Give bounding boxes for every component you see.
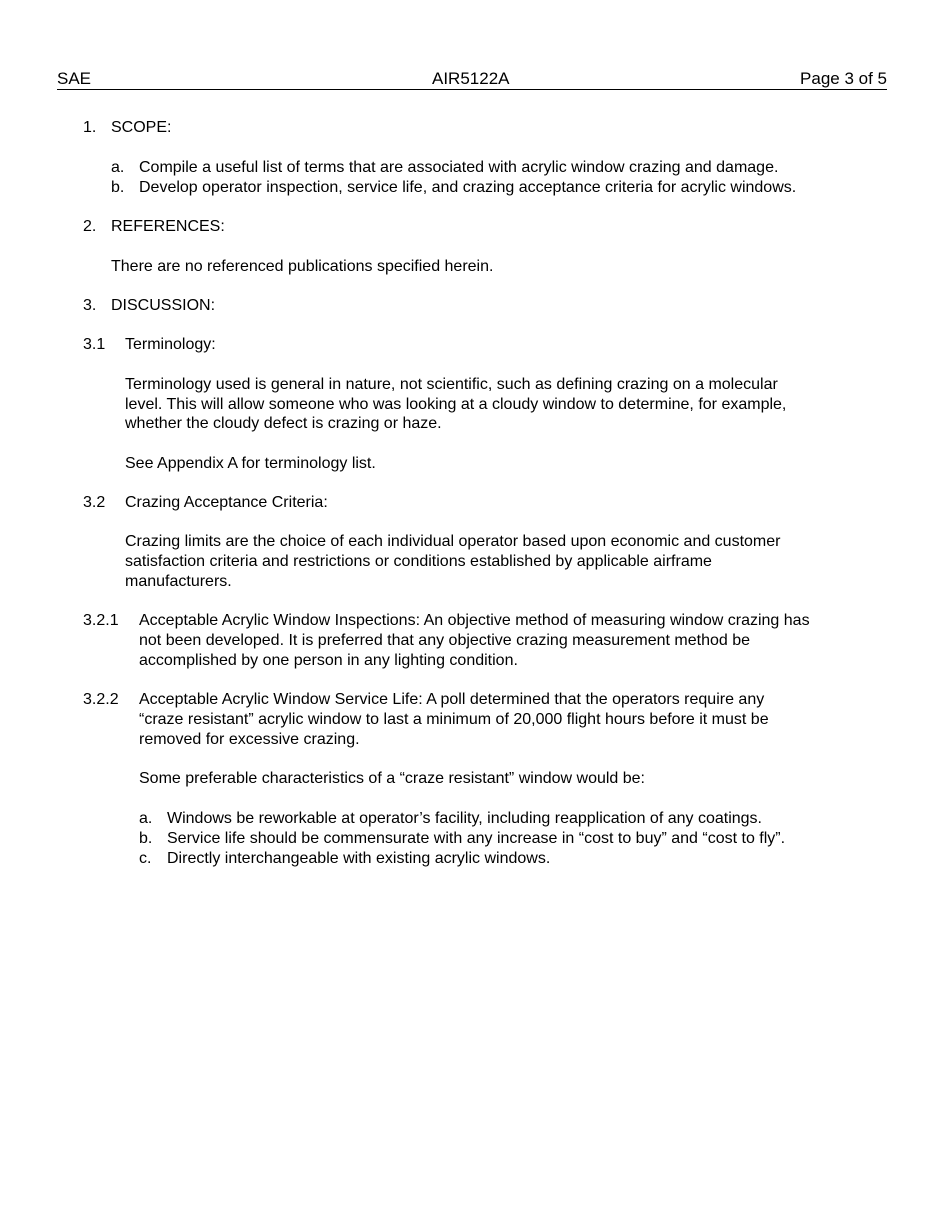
header-doc-number: AIR5122A <box>432 69 510 88</box>
section-number: 2. <box>83 218 97 235</box>
header-page-number: Page 3 of 5 <box>800 69 887 88</box>
section-number: 3.2 <box>83 494 106 511</box>
paragraph-line: “craze resistant” acrylic window to last a minimum of 20,000 flight hours before it must be <box>139 711 769 728</box>
paragraph-line: Acceptable Acrylic Window Inspections: An objective method of measuring window crazing has <box>139 612 810 629</box>
paragraph-line: Terminology used is general in nature, not scientific, such as defining crazing on a molecular <box>125 376 778 393</box>
section-number: 1. <box>83 119 97 136</box>
paragraph-line: whether the cloudy defect is crazing or haze. <box>125 415 442 432</box>
list-item: Service life should be commensurate with any increase in “cost to buy” and “cost to fly”. <box>167 830 786 847</box>
section-title: REFERENCES: <box>111 218 225 235</box>
paragraph-line: removed for excessive crazing. <box>139 731 360 748</box>
list-item: Develop operator inspection, service life, and crazing acceptance criteria for acrylic windows. <box>139 179 797 196</box>
list-marker: b. <box>139 830 153 847</box>
list-item: Windows be reworkable at operator’s facility, including reapplication of any coatings. <box>167 810 762 827</box>
list-marker: a. <box>139 810 153 827</box>
paragraph-line: manufacturers. <box>125 573 232 590</box>
section-number: 3.2.1 <box>83 612 119 629</box>
paragraph-line: not been developed. It is preferred that any objective crazing measurement method be <box>139 632 751 649</box>
list-item: Compile a useful list of terms that are associated with acrylic window crazing and damage. <box>139 159 779 176</box>
paragraph-line: Acceptable Acrylic Window Service Life: A poll determined that the operators require any <box>139 691 765 708</box>
section-title: Terminology: <box>125 336 216 353</box>
section-title: Crazing Acceptance Criteria: <box>125 494 328 511</box>
paragraph: There are no referenced publications specified herein. <box>111 258 494 275</box>
list-marker: b. <box>111 179 125 196</box>
paragraph: See Appendix A for terminology list. <box>125 455 376 472</box>
paragraph-line: Crazing limits are the choice of each individual operator based upon economic and customer <box>125 533 781 550</box>
section-title: DISCUSSION: <box>111 297 216 314</box>
header-org: SAE <box>57 69 92 88</box>
paragraph-line: satisfaction criteria and restrictions or conditions established by applicable airframe <box>125 553 712 570</box>
section-title: SCOPE: <box>111 119 172 136</box>
section-number: 3.1 <box>83 336 106 353</box>
page-header <box>57 69 887 90</box>
section-number: 3. <box>83 297 97 314</box>
section-number: 3.2.2 <box>83 691 119 708</box>
list-marker: c. <box>139 850 152 867</box>
paragraph: Some preferable characteristics of a “craze resistant” window would be: <box>139 770 645 787</box>
list-marker: a. <box>111 159 125 176</box>
paragraph-line: accomplished by one person in any lighting condition. <box>139 652 518 669</box>
list-item: Directly interchangeable with existing acrylic windows. <box>167 850 551 867</box>
paragraph-line: level. This will allow someone who was looking at a cloudy window to determine, for example, <box>125 396 787 413</box>
